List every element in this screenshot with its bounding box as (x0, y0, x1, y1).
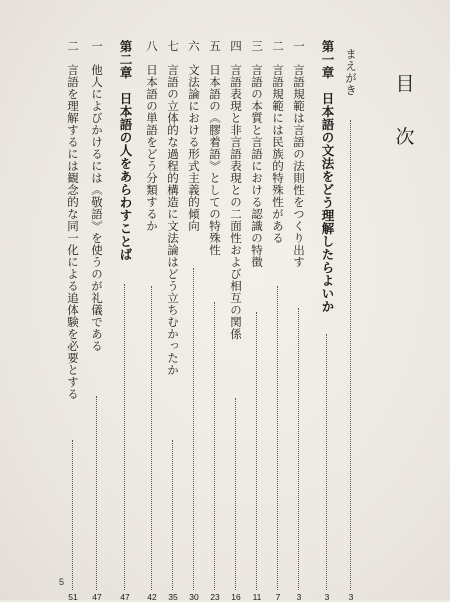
toc-entry-text: 第二章 日本語の人をあらわすことば (118, 40, 133, 261)
toc-entry-page: 42 (147, 592, 157, 602)
toc-entry-text: まえがき (344, 48, 358, 96)
toc-entry-text: 二 言語規範には民族的特殊性がある (271, 40, 285, 244)
toc-section-1-1[interactable] (292, 40, 306, 602)
toc-section-1-8[interactable] (145, 40, 159, 602)
toc-entry-text: 三 言語の本質と言語における認識の特徴 (250, 40, 264, 268)
toc-leader-dots (193, 268, 194, 590)
toc-section-1-3[interactable] (250, 40, 264, 602)
toc-entry-text: 一 他人によびかけるには《敬語》を使うのが礼儀である (90, 40, 104, 352)
toc-entry-text: 一 言語規範は言語の法則性をつくり出す (292, 40, 306, 268)
toc-section-1-6[interactable] (187, 40, 201, 602)
toc-entry-page: 16 (231, 592, 241, 602)
toc-leader-dots (151, 286, 152, 590)
toc-section-1-4[interactable] (229, 40, 243, 602)
toc-entry-page: 51 (68, 592, 78, 602)
toc-chapter-2[interactable] (118, 40, 133, 602)
toc-entry-page: 47 (120, 592, 130, 602)
toc-leader-dots (235, 398, 236, 590)
toc-leader-dots (172, 440, 173, 590)
page-number: 5 (59, 577, 65, 587)
toc-entry-page: 3 (296, 592, 302, 602)
toc-leader-dots (350, 120, 351, 590)
toc-leader-dots (96, 396, 97, 590)
toc-entry-text: 八 日本語の単語をどう分類するか (145, 40, 159, 232)
toc-leader-dots (214, 302, 215, 590)
toc-entry-text: 第一章 日本語の文法をどう理解したらよいか (320, 40, 335, 313)
toc-entry-page: 35 (168, 592, 178, 602)
toc-entry-page: 7 (275, 592, 281, 602)
toc-entry-page: 47 (92, 592, 102, 602)
toc-entry-text: 六 文法論における形式主義的傾向 (187, 40, 201, 232)
toc-entry-text: 四 言語表現と非言語表現との二面性および相互の関係 (229, 40, 243, 340)
toc-section-1-7[interactable] (166, 40, 180, 602)
page-title-char-1: 目 (395, 73, 415, 95)
toc-chapter-1[interactable] (320, 40, 335, 602)
toc-section-2-2[interactable] (66, 40, 80, 602)
page-title (392, 75, 418, 147)
toc-leader-dots (256, 312, 257, 590)
toc-entry-page: 23 (210, 592, 220, 602)
toc-entry-page: 11 (252, 592, 262, 602)
toc-entry-page: 3 (324, 592, 330, 602)
toc-entry-page: 3 (348, 592, 354, 602)
toc-leader-dots (72, 440, 73, 590)
toc-leader-dots (298, 308, 299, 590)
toc-entry-text: 七 言語の立体的な過程的構造に文法論はどう立ちむかったか (166, 40, 180, 376)
toc-section-1-5[interactable] (208, 40, 222, 602)
toc-entry-page: 30 (189, 592, 199, 602)
toc-entry-preface[interactable] (344, 40, 358, 602)
toc-leader-dots (326, 334, 327, 590)
toc-leader-dots (124, 284, 125, 590)
toc-leader-dots (277, 286, 278, 590)
page-title-char-2: 次 (395, 126, 415, 148)
toc-section-1-2[interactable] (271, 40, 285, 602)
toc-entry-text: 五 日本語の《膠着語》としての特殊性 (208, 40, 222, 256)
toc-section-2-1[interactable] (90, 40, 104, 602)
toc-entry-text: 二 言語を理解するには観念的な同一化による追体験を必要とする (66, 40, 80, 400)
